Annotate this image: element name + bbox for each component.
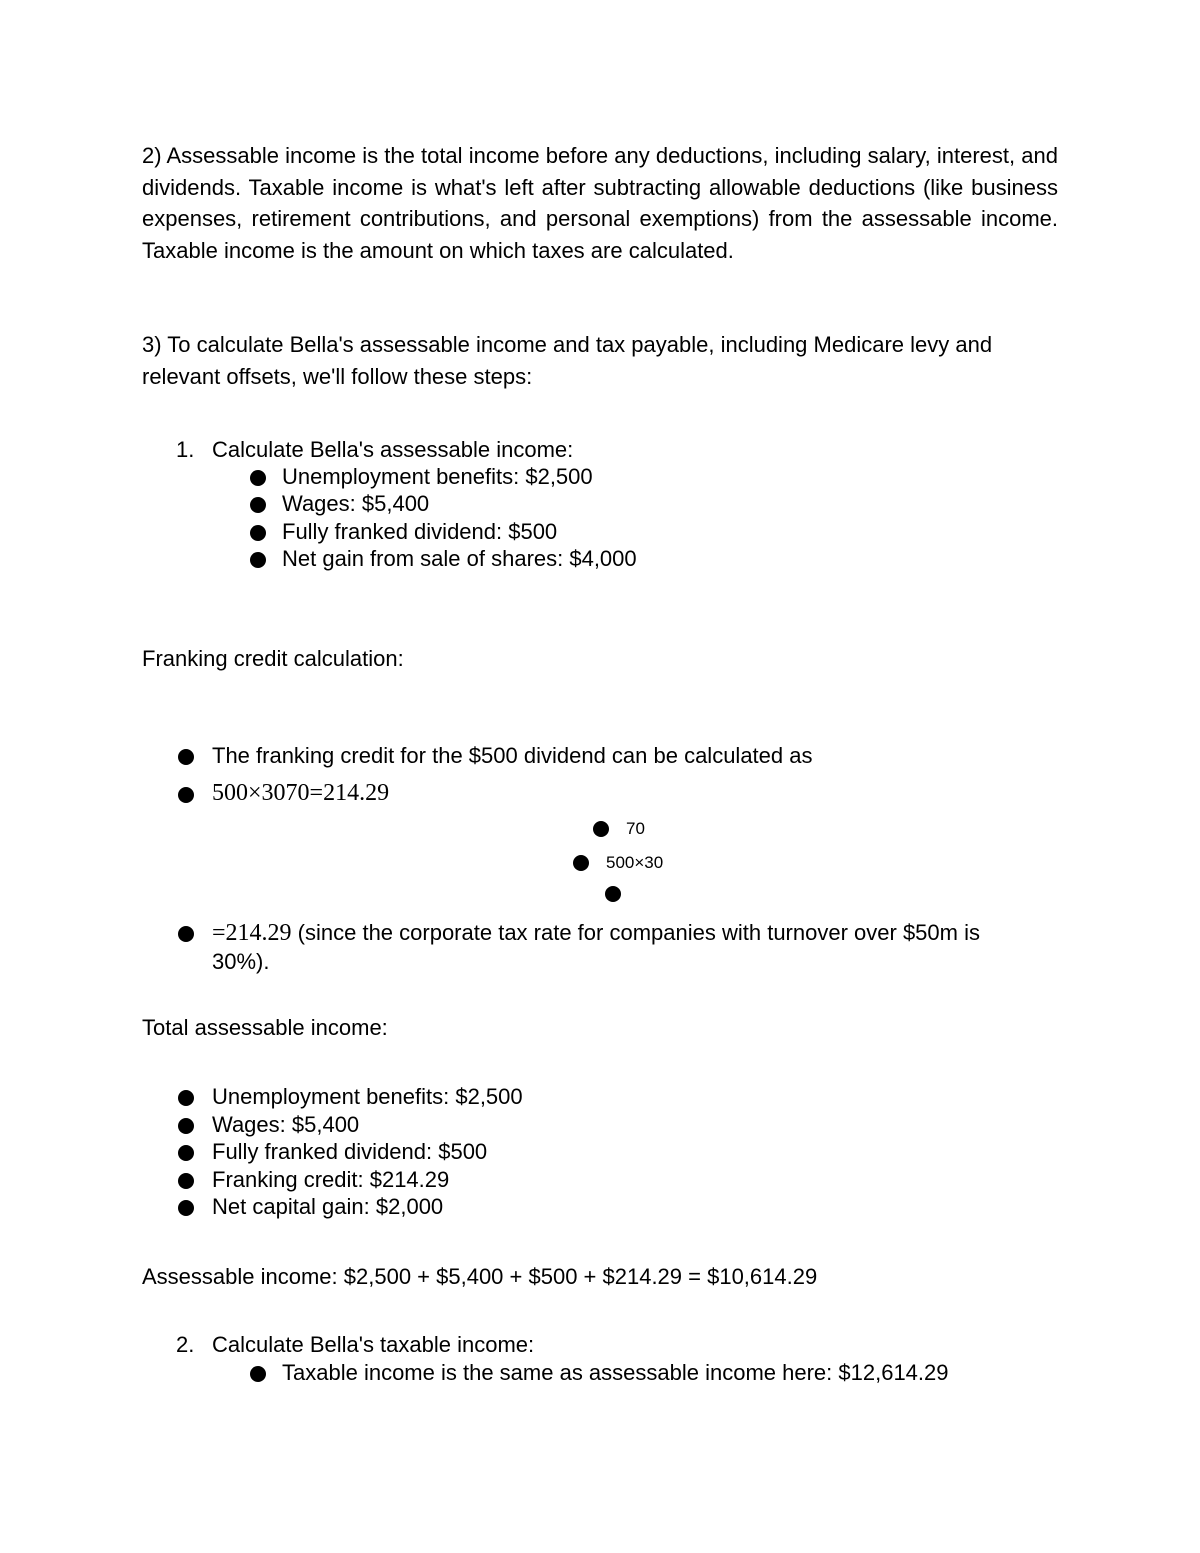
math-denominator: 500×30 [606,853,664,872]
bullet-icon [178,1090,194,1106]
step-2-title: Calculate Bella's taxable income: [212,1332,535,1357]
bullet-icon [593,821,609,837]
step-2-item: Taxable income is the same as assessable income here: $12,614.29 [282,1360,949,1385]
bullet-icon [178,787,194,803]
step-1-item: Wages: $5,400 [282,491,430,516]
franking-result-math: =214.29 [212,920,292,946]
total-item: Franking credit: $214.29 [212,1167,450,1192]
assessable-income-summary: Assessable income: $2,500 + $5,400 + $500 + $214.29 = $10,614.29 [142,1264,818,1289]
franking-result-text: (since the corporate tax rate for companies with turnover over $50m is [291,920,980,945]
total-item: Unemployment benefits: $2,500 [212,1084,523,1109]
bullet-icon [250,1366,266,1382]
step-1-number: 1. [176,437,195,462]
bullet-icon [573,855,589,871]
bullet-icon [178,1118,194,1134]
bullet-icon [250,497,266,513]
bullet-icon [178,1200,194,1216]
franking-line-3-continuation: 30%). [212,949,270,974]
step-2-number: 2. [176,1332,195,1357]
section-3-intro: 3) To calculate Bella's assessable income and tax payable, including Medicare levy and relevant offsets, we'll follow these steps: [142,332,993,389]
bullet-icon [178,749,194,765]
franking-math-line: 500×3070=214.29 [212,780,390,806]
bullet-icon [178,926,194,942]
bullet-icon [250,525,266,541]
step-1-item: Net gain from sale of shares: $4,000 [282,546,637,571]
bullet-icon [178,1173,194,1189]
math-numerator: 70 [626,819,645,838]
bullet-icon [250,470,266,486]
bullet-icon [605,886,621,902]
franking-line-3 [212,919,980,947]
step-1-item: Unemployment benefits: $2,500 [282,464,593,489]
franking-heading: Franking credit calculation: [142,646,404,671]
bullet-icon [250,552,266,568]
total-heading: Total assessable income: [142,1015,388,1040]
franking-line-1: The franking credit for the $500 dividend can be calculated as [212,743,813,768]
bullet-icon [178,1145,194,1161]
total-item: Fully franked dividend: $500 [212,1139,488,1164]
step-1-item: Fully franked dividend: $500 [282,519,558,544]
total-item: Net capital gain: $2,000 [212,1194,444,1219]
step-1-title: Calculate Bella's assessable income: [212,437,574,462]
section-2-paragraph: 2) Assessable income is the total income before any deductions, including salary, interest, and dividends. Taxable income is what's left after subtracting allowable deductions (like business expenses, retirement contributions, and personal exemptions) from the assessable income. Taxable income is the amount on which taxes are calculated. [142,143,1058,263]
total-item: Wages: $5,400 [212,1112,360,1137]
